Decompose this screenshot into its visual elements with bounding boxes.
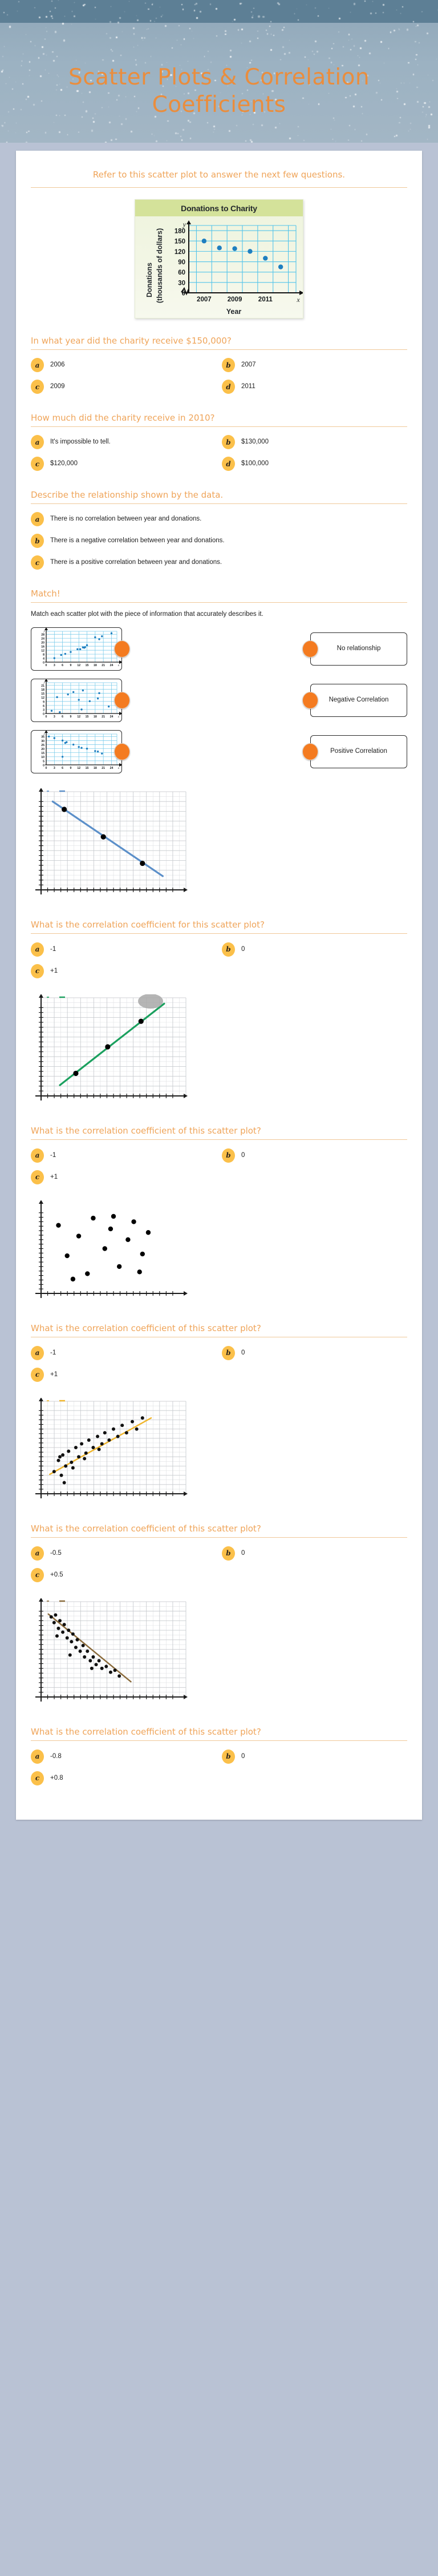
- match-instruction: Match each scatter plot with the piece of information that accurately describes it.: [31, 610, 263, 618]
- svg-text:0: 0: [181, 290, 185, 297]
- option-label: There is no correlation between year and donations.: [50, 515, 202, 523]
- svg-text:24: 24: [110, 767, 113, 770]
- footer-spacer: [31, 1787, 407, 1803]
- option-key-badge: b: [222, 1346, 235, 1360]
- option-key-badge: b: [222, 358, 235, 372]
- svg-text:12: 12: [77, 767, 81, 770]
- option-label: There is a positive correlation between year and donations.: [50, 559, 222, 566]
- svg-text:0: 0: [45, 715, 47, 719]
- donations-chart-wrap: [31, 199, 407, 319]
- page-header: [0, 0, 438, 143]
- option-key-badge: c: [31, 1170, 44, 1184]
- option-key-badge: a: [31, 1749, 44, 1764]
- svg-text:9: 9: [43, 700, 44, 704]
- svg-text:18: 18: [93, 715, 97, 719]
- svg-text:0: 0: [43, 712, 44, 716]
- match-target-group: [302, 632, 407, 666]
- option-key-badge: c: [31, 1368, 44, 1382]
- question-prompt: In what year did the charity receive $150,000?: [31, 335, 232, 346]
- coefficient-question-2: [31, 1126, 407, 1186]
- option-key-badge: a: [31, 942, 44, 957]
- answer-options: [31, 1147, 407, 1186]
- svg-text:0: 0: [45, 767, 47, 770]
- svg-text:2007: 2007: [197, 296, 212, 303]
- page-title-line2: Coefficients: [152, 91, 286, 118]
- option-key-badge: a: [31, 1148, 44, 1163]
- answer-option[interactable]: [31, 1748, 216, 1765]
- intro-text: Refer to this scatter plot to answer the next few questions.: [92, 170, 346, 180]
- svg-text:15: 15: [85, 767, 89, 770]
- answer-option[interactable]: [31, 1344, 216, 1361]
- option-key-badge: a: [31, 1346, 44, 1360]
- question-block-1: [31, 336, 407, 396]
- svg-text:8: 8: [43, 653, 44, 657]
- svg-text:28: 28: [41, 633, 44, 637]
- mini-scatter-svg: [31, 679, 121, 721]
- match-target-group: [302, 735, 407, 768]
- match-rows: [31, 627, 407, 773]
- svg-text:21: 21: [41, 684, 44, 688]
- answer-option[interactable]: [31, 1769, 216, 1787]
- svg-text:3: 3: [53, 767, 55, 770]
- match-source-knob[interactable]: [114, 692, 130, 709]
- y-axis-label-line2: (thousands of dollars): [156, 228, 164, 303]
- svg-text:150: 150: [174, 238, 185, 245]
- option-label: $130,000: [241, 438, 269, 446]
- option-key-badge: a: [31, 1546, 44, 1561]
- svg-text:20: 20: [41, 641, 44, 645]
- option-key-badge: b: [222, 1148, 235, 1163]
- svg-text:9: 9: [70, 664, 72, 667]
- svg-text:0: 0: [43, 661, 44, 665]
- option-key-badge: c: [31, 1568, 44, 1582]
- answer-option[interactable]: [31, 1566, 216, 1583]
- svg-text:15: 15: [41, 692, 44, 696]
- question-prompt: What is the correlation coefficient of this scatter plot?: [31, 1523, 261, 1534]
- bottom-strip: [0, 1820, 438, 1843]
- option-label: 0: [241, 1151, 245, 1159]
- svg-text:4: 4: [43, 657, 44, 661]
- chart-title: Donations to Charity: [135, 200, 303, 216]
- option-label: -0.8: [50, 1752, 62, 1760]
- answer-option[interactable]: [31, 455, 216, 473]
- option-label: There is a negative correlation between year and donations.: [50, 537, 225, 545]
- page-title-line1: Scatter Plots & Correlation: [68, 64, 370, 90]
- option-key-badge: a: [31, 435, 44, 449]
- y-axis-label-line1: Donations: [145, 262, 153, 297]
- coefficient-plot-2: [31, 994, 407, 1108]
- answer-option[interactable]: [31, 533, 407, 550]
- answer-option[interactable]: [31, 511, 407, 528]
- coefficient-plot-5: [31, 1598, 407, 1710]
- answer-option[interactable]: [31, 1168, 216, 1186]
- option-label: +1: [50, 1370, 58, 1378]
- option-key-badge: b: [222, 942, 235, 957]
- match-source-plot[interactable]: [31, 679, 122, 722]
- answer-option[interactable]: [31, 1366, 216, 1383]
- option-label: $100,000: [241, 460, 269, 467]
- match-source-plot[interactable]: [31, 730, 122, 773]
- svg-text:6: 6: [62, 664, 64, 667]
- question-prompt: Describe the relationship shown by the data.: [31, 489, 224, 500]
- option-label: -1: [50, 1349, 56, 1356]
- svg-text:24: 24: [41, 637, 44, 641]
- option-key-badge: a: [31, 358, 44, 372]
- answer-option[interactable]: [222, 455, 407, 473]
- answer-options: [31, 434, 407, 473]
- answer-options: [31, 1344, 407, 1383]
- answer-option[interactable]: [222, 1748, 407, 1765]
- option-label: -1: [50, 945, 56, 953]
- option-label: 0: [241, 945, 245, 953]
- chart-y-axis-label: [136, 216, 163, 302]
- svg-text:15: 15: [85, 664, 89, 667]
- svg-text:9: 9: [70, 767, 72, 770]
- answer-options: [31, 357, 407, 396]
- question-prompt: How much did the charity receive in 2010?: [31, 412, 215, 423]
- svg-text:y: y: [43, 681, 45, 684]
- answer-option[interactable]: [31, 554, 407, 571]
- worksheet-card: [16, 151, 422, 1820]
- question-divider: [31, 1537, 407, 1538]
- svg-text:12: 12: [41, 696, 44, 700]
- question-divider: [31, 1139, 407, 1140]
- svg-text:y: y: [43, 732, 45, 736]
- svg-text:x: x: [297, 295, 300, 304]
- match-target-card[interactable]: Negative Correlation: [310, 684, 407, 717]
- svg-text:x: x: [117, 767, 120, 770]
- svg-text:24: 24: [110, 715, 113, 719]
- donations-chart-card: [135, 199, 303, 319]
- option-key-badge: a: [31, 512, 44, 526]
- option-label: 0: [241, 1752, 245, 1760]
- chart-x-axis-label: Year: [226, 307, 242, 316]
- svg-text:3: 3: [53, 715, 55, 719]
- coefficient-scatter-svg: [31, 1398, 190, 1506]
- option-label: 0: [241, 1349, 245, 1356]
- mini-scatter-svg: [31, 628, 121, 670]
- coefficient-scatter-svg: [31, 994, 190, 1108]
- match-divider: [31, 602, 407, 603]
- coefficient-plot-4: [31, 1398, 407, 1506]
- coefficient-scatter-svg: [31, 1200, 190, 1306]
- option-key-badge: d: [222, 457, 235, 471]
- svg-text:0: 0: [43, 764, 44, 768]
- svg-text:18: 18: [93, 767, 97, 770]
- answer-options: [31, 511, 407, 571]
- svg-text:20: 20: [41, 747, 44, 751]
- answer-option[interactable]: [222, 941, 407, 958]
- svg-text:90: 90: [178, 259, 185, 266]
- option-label: +0.8: [50, 1774, 63, 1781]
- match-target-knob[interactable]: [302, 640, 318, 658]
- svg-text:12: 12: [77, 715, 81, 719]
- match-target-knob[interactable]: [302, 692, 318, 709]
- svg-text:30: 30: [41, 739, 44, 743]
- option-label: It's impossible to tell.: [50, 438, 111, 446]
- svg-text:12: 12: [41, 649, 44, 653]
- question-divider: [31, 503, 407, 504]
- page-title: [0, 64, 438, 118]
- svg-text:9: 9: [70, 715, 72, 719]
- svg-text:35: 35: [41, 735, 44, 739]
- coefficient-scatter-svg: [31, 788, 190, 902]
- answer-option[interactable]: [222, 357, 407, 374]
- answer-option[interactable]: [222, 378, 407, 396]
- answer-options: [31, 1748, 407, 1787]
- svg-text:6: 6: [62, 767, 64, 770]
- option-key-badge: b: [31, 534, 44, 548]
- match-target-group: [302, 684, 407, 717]
- svg-text:6: 6: [43, 704, 44, 708]
- svg-text:12: 12: [77, 664, 81, 667]
- match-heading: Match!: [31, 588, 60, 599]
- intro-divider: [31, 187, 407, 188]
- option-label: +0.5: [50, 1571, 63, 1578]
- svg-text:2011: 2011: [258, 296, 273, 303]
- svg-text:6: 6: [62, 715, 64, 719]
- coefficient-question-3: [31, 1323, 407, 1383]
- svg-text:180: 180: [174, 228, 185, 235]
- question-divider: [31, 933, 407, 934]
- question-block-3: [31, 490, 407, 571]
- option-label: 2007: [241, 361, 256, 369]
- coefficient-question-4: [31, 1523, 407, 1583]
- match-target-card[interactable]: No relationship: [310, 632, 407, 666]
- option-key-badge: c: [31, 457, 44, 471]
- option-key-badge: c: [31, 380, 44, 394]
- svg-text:3: 3: [43, 708, 44, 712]
- option-label: +1: [50, 1173, 58, 1180]
- answer-option[interactable]: [31, 357, 216, 374]
- option-key-badge: b: [222, 1749, 235, 1764]
- match-source-plot[interactable]: [31, 627, 122, 671]
- svg-text:18: 18: [41, 688, 44, 692]
- mini-scatter-svg: [31, 731, 121, 773]
- question-divider: [31, 426, 407, 427]
- option-label: $120,000: [50, 460, 78, 467]
- match-target-knob[interactable]: [302, 743, 318, 760]
- svg-text:30: 30: [178, 280, 185, 287]
- answer-option[interactable]: [31, 941, 216, 958]
- match-block: [31, 588, 407, 773]
- option-label: -0.5: [50, 1549, 62, 1557]
- coefficient-plot-3: [31, 1200, 407, 1306]
- coefficient-question-5: [31, 1727, 407, 1787]
- svg-text:21: 21: [102, 767, 106, 770]
- option-key-badge: c: [31, 964, 44, 978]
- svg-text:x: x: [117, 664, 120, 667]
- match-row: [31, 627, 407, 671]
- option-label: 0: [241, 1549, 245, 1557]
- match-row: [31, 679, 407, 722]
- svg-text:15: 15: [41, 752, 44, 756]
- question-block-2: [31, 413, 407, 473]
- coefficient-question-1: [31, 920, 407, 979]
- match-row: [31, 730, 407, 773]
- svg-text:60: 60: [178, 269, 185, 276]
- svg-text:24: 24: [110, 664, 113, 667]
- svg-text:x: x: [117, 715, 120, 719]
- answer-options: [31, 1545, 407, 1583]
- svg-text:25: 25: [41, 743, 44, 747]
- option-label: 2009: [50, 383, 65, 390]
- answer-option[interactable]: [222, 434, 407, 451]
- match-target-card[interactable]: Positive Correlation: [310, 735, 407, 768]
- svg-text:5: 5: [43, 760, 44, 764]
- donations-scatter-svg: [166, 217, 303, 313]
- svg-text:21: 21: [102, 715, 106, 719]
- option-key-badge: b: [222, 1546, 235, 1561]
- match-source-knob[interactable]: [114, 743, 130, 760]
- match-source-knob[interactable]: [114, 640, 130, 658]
- svg-text:21: 21: [102, 664, 106, 667]
- answer-option[interactable]: [222, 1147, 407, 1164]
- chart-body: [135, 216, 303, 316]
- svg-text:0: 0: [45, 664, 47, 667]
- svg-text:15: 15: [85, 715, 89, 719]
- svg-text:y: y: [43, 630, 45, 633]
- answer-option[interactable]: [31, 434, 216, 451]
- option-label: 2011: [241, 383, 256, 390]
- coefficient-plot-1: [31, 788, 407, 902]
- option-key-badge: c: [31, 1771, 44, 1785]
- answer-option[interactable]: [31, 1545, 216, 1562]
- coefficient-scatter-svg: [31, 1598, 190, 1710]
- question-divider: [31, 349, 407, 350]
- svg-text:18: 18: [93, 664, 97, 667]
- question-prompt: What is the correlation coefficient of this scatter plot?: [31, 1126, 261, 1136]
- option-key-badge: c: [31, 555, 44, 570]
- answer-option[interactable]: [31, 962, 216, 979]
- answer-option[interactable]: [222, 1344, 407, 1361]
- option-key-badge: b: [222, 435, 235, 449]
- option-label: +1: [50, 967, 58, 974]
- svg-text:2009: 2009: [227, 296, 242, 303]
- svg-text:120: 120: [174, 248, 185, 256]
- question-prompt: What is the correlation coefficient of this scatter plot?: [31, 1727, 261, 1737]
- answer-option[interactable]: [31, 1147, 216, 1164]
- svg-text:16: 16: [41, 645, 44, 649]
- option-label: -1: [50, 1151, 56, 1159]
- svg-text:10: 10: [41, 756, 44, 760]
- answer-option[interactable]: [31, 378, 216, 396]
- question-divider: [31, 1740, 407, 1741]
- svg-text:y: y: [182, 220, 186, 228]
- answer-option[interactable]: [222, 1545, 407, 1562]
- question-prompt: What is the correlation coefficient for this scatter plot?: [31, 920, 265, 930]
- question-prompt: What is the correlation coefficient of this scatter plot?: [31, 1323, 261, 1333]
- option-label: 2006: [50, 361, 65, 369]
- svg-text:3: 3: [53, 664, 55, 667]
- option-key-badge: d: [222, 380, 235, 394]
- answer-options: [31, 941, 407, 979]
